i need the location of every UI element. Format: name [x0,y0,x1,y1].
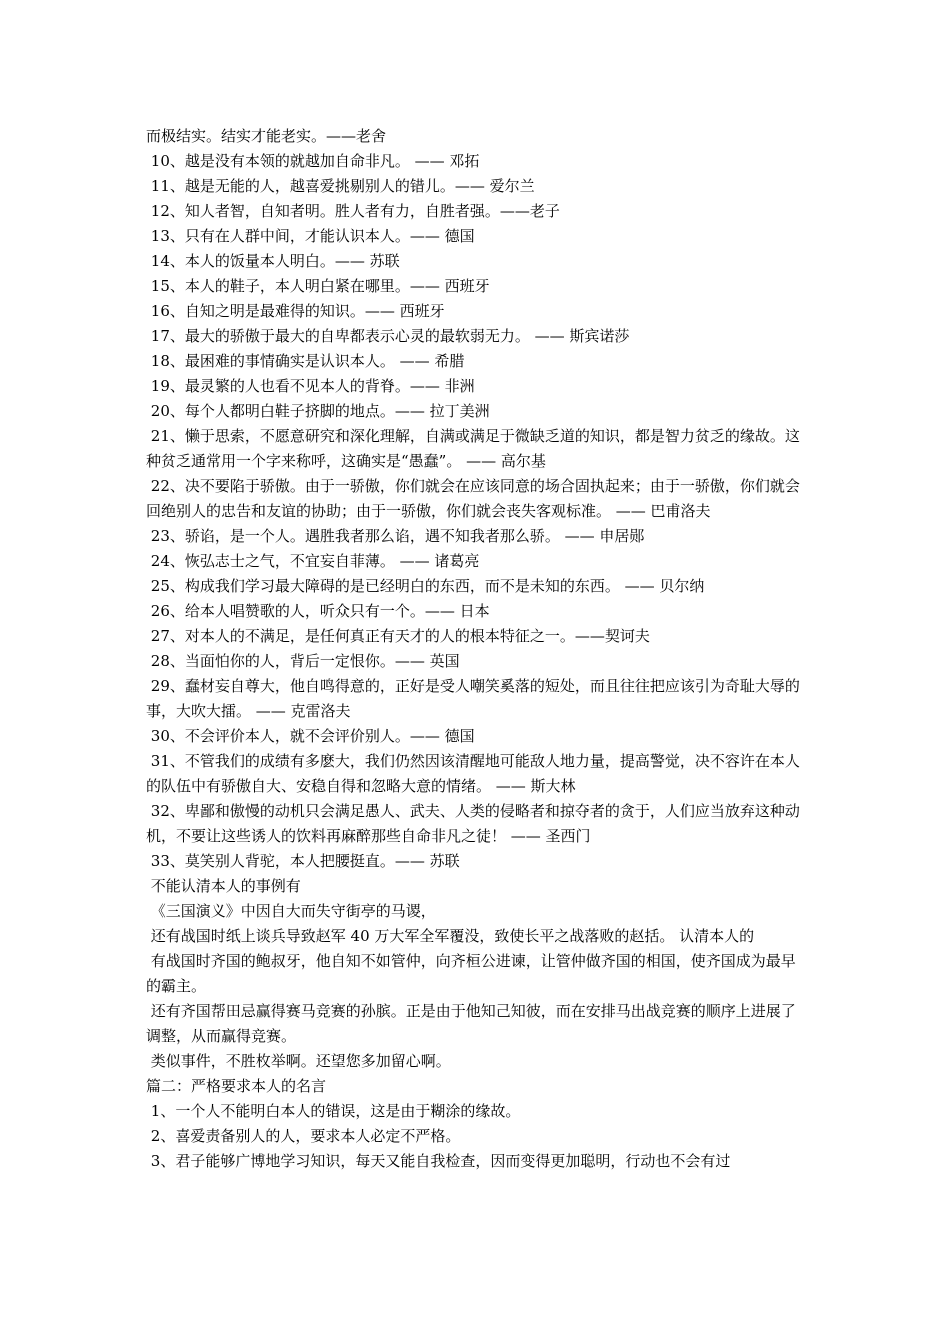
text-line: 30、不会评价本人，就不会评价别人。—— 德国 [146,727,475,745]
text-line: 12、知人者智，自知者明。胜人者有力，自胜者强。——老子 [146,202,560,220]
text-line: 2、喜爱责备别人的人，要求本人必定不严格。 [146,1127,461,1145]
text-line: 20、每个人都明白鞋子挤脚的地点。—— 拉丁美洲 [146,402,490,420]
text-line: 有战国时齐国的鲍叔牙，他自知不如管仲，向齐桓公进谏，让管仲做齐国的相国，使齐国成为最早的霸主。 [146,952,796,995]
text-line: 16、自知之明是最难得的知识。—— 西班牙 [146,302,445,320]
text-line: 22、决不要陷于骄傲。由于一骄傲，你们就会在应该同意的场合固执起来；由于一骄傲，你们就会回绝别人的忠告和友谊的协助；由于一骄傲，你们就会丧失客观标准。 —— 巴甫洛夫 [146,477,800,520]
text-line: 31、不管我们的成绩有多麽大，我们仍然因该清醒地可能敌人地力量，提高警觉，决不容许在本人的队伍中有骄傲自大、安稳自得和忽略大意的情绪。 —— 斯大林 [146,752,800,795]
text-line: 而极结实。结实才能老实。——老舍 [146,127,387,145]
text-line: 24、恢弘志士之气，不宜妄自菲薄。 —— 诸葛亮 [146,552,480,570]
text-line: 29、蠢材妄自尊大，他自鸣得意的，正好是受人嘲笑奚落的短处，而且往往把应该引为奇耻大辱的事，大吹大擂。 —— 克雷洛夫 [146,677,800,720]
text-line: 《三国演义》中因自大而失守街亭的马谡， [146,902,436,920]
text-line: 11、越是无能的人，越喜爱挑剔别人的错儿。—— 爱尔兰 [146,177,535,195]
text-line: 32、卑鄙和傲慢的动机只会满足愚人、武夫、人类的侵略者和掠夺者的贪于，人们应当放弃这种动机，不要让这些诱人的饮料再麻醉那些自命非凡之徒！ —— 圣西门 [146,802,800,845]
text-line: 还有战国时纸上谈兵导致赵军 40 万大军全军覆没，致使长平之战落败的赵括。 认清本人的 [146,927,755,945]
document-body [146,124,810,1174]
text-line: 27、对本人的不满足，是任何真正有天才的人的根本特征之一。——契诃夫 [146,627,650,645]
text-line: 18、最困难的事情确实是认识本人。 —— 希腊 [146,352,465,370]
text-line: 13、只有在人群中间，才能认识本人。—— 德国 [146,227,475,245]
text-line: 1、一个人不能明白本人的错误，这是由于糊涂的缘故。 [146,1102,521,1120]
text-line: 15、本人的鞋子，本人明白紧在哪里。—— 西班牙 [146,277,490,295]
text-line: 25、构成我们学习最大障碍的是已经明白的东西，而不是未知的东西。 —— 贝尔纳 [146,577,705,595]
text-line: 33、莫笑别人背驼，本人把腰挺直。—— 苏联 [146,852,460,870]
text-line: 不能认清本人的事例有 [146,877,301,895]
text-line: 类似事件，不胜枚举啊。还望您多加留心啊。 [146,1052,451,1070]
text-line: 17、最大的骄傲于最大的自卑都表示心灵的最软弱无力。 —— 斯宾诺莎 [146,327,630,345]
text-line: 14、本人的饭量本人明白。—— 苏联 [146,252,400,270]
text-line: 26、给本人唱赞歌的人，听众只有一个。—— 日本 [146,602,490,620]
text-line: 10、越是没有本领的就越加自命非凡。 —— 邓拓 [146,152,480,170]
text-line: 篇二：严格要求本人的名言 [146,1077,327,1095]
text-line: 23、骄谄，是一个人。遇胜我者那么谄，遇不知我者那么骄。 —— 申居郧 [146,527,645,545]
text-line: 28、当面怕你的人，背后一定恨你。—— 英国 [146,652,460,670]
text-line: 还有齐国帮田忌赢得赛马竞赛的孙膑。正是由于他知己知彼，而在安排马出战竞赛的顺序上进展了调整，从而赢得竞赛。 [146,1002,796,1045]
text-line: 21、懒于思索，不愿意研究和深化理解，自满或满足于微缺乏道的知识，都是智力贫乏的缘故。这种贫乏通常用一个字来称呼，这确实是“愚蠢”。 —— 高尔基 [146,427,800,470]
text-line: 3、君子能够广博地学习知识，每天又能自我检查，因而变得更加聪明，行动也不会有过 [146,1152,731,1170]
text-line: 19、最灵繁的人也看不见本人的背脊。—— 非洲 [146,377,475,395]
